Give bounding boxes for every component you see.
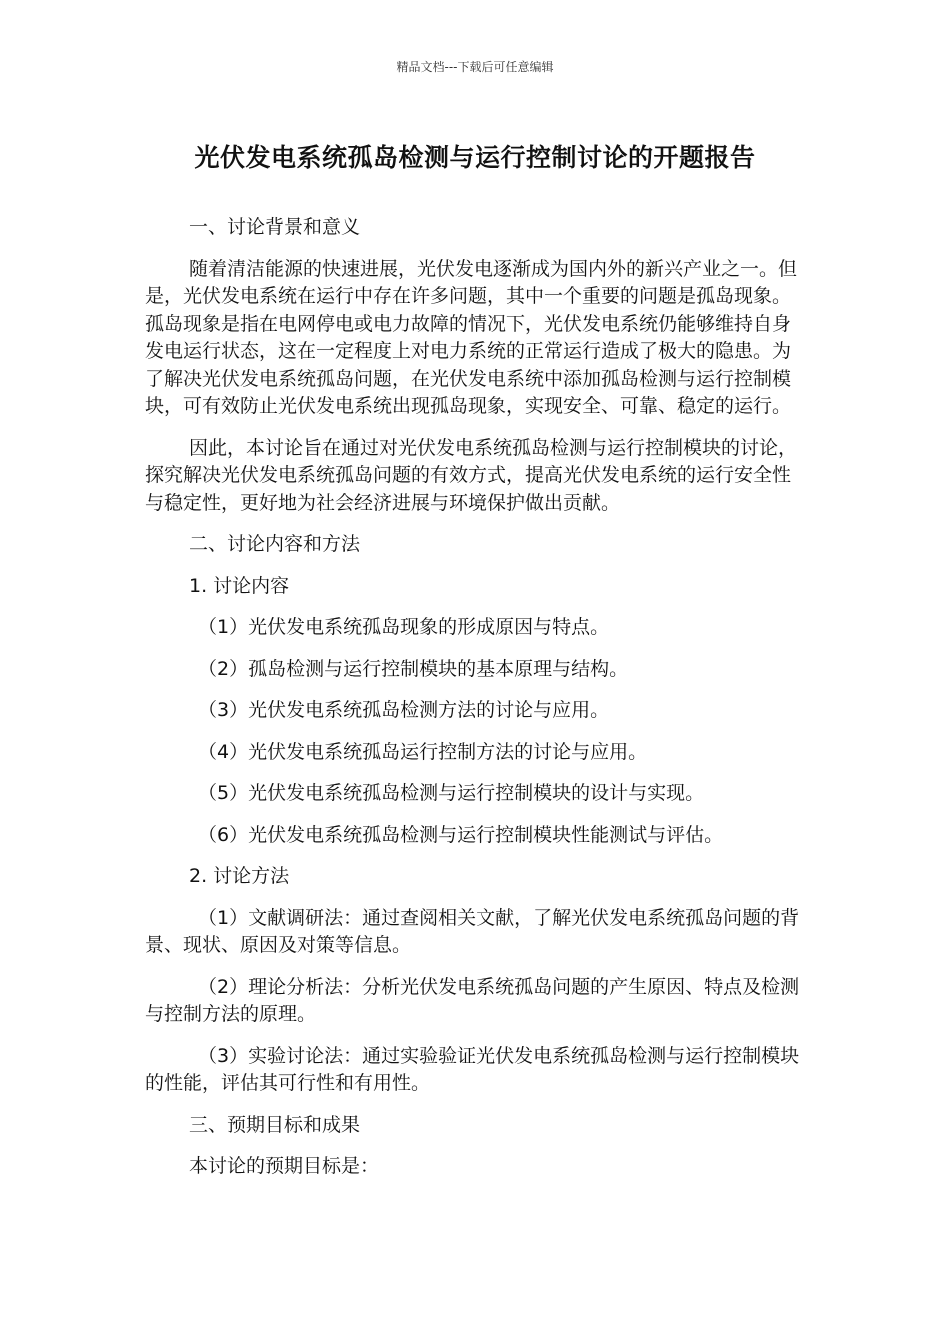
list-item: （1）光伏发电系统孤岛现象的形成原因与特点。 (198, 616, 610, 638)
paragraph: 因此，本讨论旨在通过对光伏发电系统孤岛检测与运行控制模块的讨论，探究解决光伏发电系统孤岛问题的有效方式，提高光伏发电系统的运行安全性与稳定性，更好地为社会经济进展与环境保护做出贡献。 (145, 436, 798, 514)
list-item: （3）光伏发电系统孤岛检测方法的讨论与应用。 (198, 699, 610, 721)
section-heading: 三、预期目标和成果 (189, 1113, 361, 1136)
document-body (145, 214, 807, 1195)
method-paragraph: （2）理论分析法：分析光伏发电系统孤岛问题的产生原因、特点及检测与控制方法的原理。 (145, 975, 800, 1025)
document-title: 光伏发电系统孤岛检测与运行控制讨论的开题报告 (194, 143, 756, 172)
list-item: （4）光伏发电系统孤岛运行控制方法的讨论与应用。 (198, 740, 648, 763)
subsection-heading: 2. 讨论方法 (189, 865, 290, 887)
page-header: 精品文档---下载后可任意编辑 (396, 60, 554, 74)
method-paragraph: （3）实验讨论法：通过实验验证光伏发电系统孤岛检测与运行控制模块的性能，评估其可行性和有用性。 (145, 1044, 800, 1094)
list-item: （5）光伏发电系统孤岛检测与运行控制模块的设计与实现。 (198, 782, 705, 804)
section-heading: 二、讨论内容和方法 (189, 533, 361, 555)
paragraph: 本讨论的预期目标是： (189, 1155, 380, 1177)
method-paragraph: （1）文献调研法：通过查阅相关文献，了解光伏发电系统孤岛问题的背景、现状、原因及对策等信息。 (145, 906, 800, 956)
list-item: （6）光伏发电系统孤岛检测与运行控制模块性能测试与评估。 (198, 823, 724, 846)
section-heading: 一、讨论背景和意义 (189, 216, 361, 238)
list-item: （2）孤岛检测与运行控制模块的基本原理与结构。 (198, 657, 629, 680)
subsection-heading: 1. 讨论内容 (189, 574, 290, 597)
paragraph: 随着清洁能源的快速进展，光伏发电逐渐成为国内外的新兴产业之一。但是，光伏发电系统在运行中存在许多问题，其中一个重要的问题是孤岛现象。孤岛现象是指在电网停电或电力故障的情况下，光伏发电系统仍能够维持自身发电运行状态，这在一定程度上对电力系统的正常运行造成了极大的隐患。为了解决光伏发电系统孤岛问题，在光伏发电系统中添加孤岛检测与运行控制模块，可有效防止光伏发电系统出现孤岛现象，实现安全、可靠、稳定的运行。 (145, 257, 798, 417)
